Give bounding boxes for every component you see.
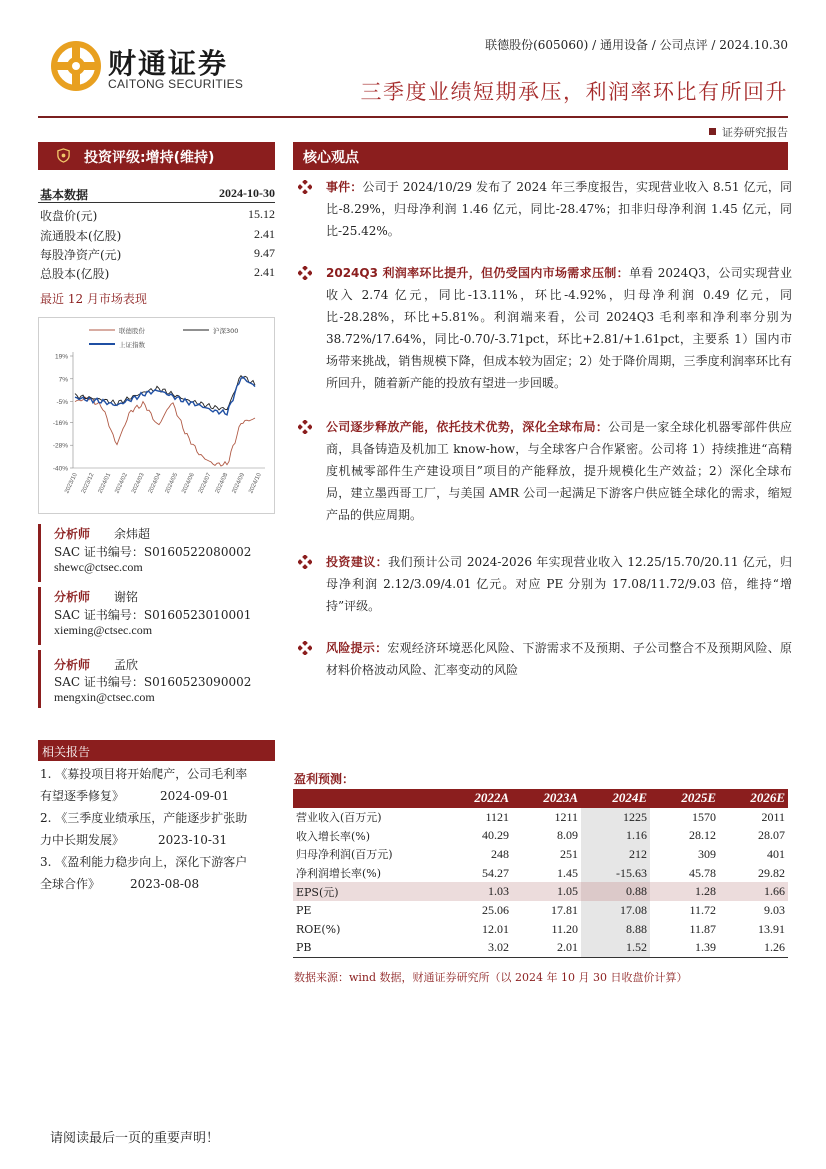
- x-tick-label: 2023/10: [64, 472, 79, 495]
- forecast-cell: 2011: [761, 809, 785, 824]
- header-meta: 联德股份(605060) / 通用设备 / 公司点评 / 2024.10.30: [485, 38, 788, 52]
- basic-data-title: 基本数据: [40, 188, 89, 202]
- forecast-col-header: 2024E: [581, 789, 650, 808]
- analyst-email[interactable]: xieming@ctsec.com: [54, 623, 153, 637]
- related-report-item[interactable]: [40, 851, 280, 895]
- x-tick-label: 2024/07: [198, 472, 213, 495]
- forecast-table: [293, 789, 788, 958]
- forecast-cell: 8.88: [581, 920, 650, 939]
- core-point-body: 单看 2024Q3，公司实现营业收入 2.74 亿元，同比-13.11%，环比-4.92%，归母净利润 0.49 亿元，同比-28.28%，环比+5.81%。利润端来看，公司 2024Q3 毛利率和净利率分别为 38.72%/17.64%，同比-0.70/-3.71pct，环比+2.81/+1.61pct，主要系 1）国内市场带来挑战，销售规模下降，但成本较为固定；2）处于降价周期，三季度利润率环比有所回升，随着新产能的投放有望进一步回暖。: [326, 266, 793, 390]
- footer-disclaimer: 请阅读最后一页的重要声明！: [50, 1131, 220, 1146]
- forecast-cell: 3.02: [443, 939, 512, 958]
- core-point: [298, 637, 792, 681]
- forecast-cell: -15.63: [581, 864, 650, 883]
- x-tick-label: 2024/06: [181, 472, 196, 495]
- related-report-title-line1: 2. 《三季度业绩承压，产能逐步扩张助: [40, 811, 248, 825]
- related-report-date: 2023-10-31: [158, 833, 228, 847]
- forecast-row-label: 收入增长率(%): [296, 829, 371, 843]
- forecast-row-label: ROE(%): [296, 922, 341, 936]
- forecast-row-label: PB: [293, 939, 443, 958]
- y-tick-label: 19%: [54, 353, 68, 361]
- forecast-cell: 25.06: [482, 902, 509, 917]
- basic-data-label: 收盘价(元): [40, 209, 98, 223]
- analyst-email[interactable]: mengxin@ctsec.com: [54, 690, 155, 704]
- caitong-logo-icon: [50, 40, 110, 92]
- forecast-cell: 1.28: [650, 882, 719, 901]
- basic-data-value: 15.12: [248, 207, 275, 221]
- analyst-sac: SAC 证书编号：S0160522080002: [54, 545, 252, 559]
- core-point-body: 宏观经济环境恶化风险、下游需求不及预期、子公司整合不及预期风险、原材料价格波动风险、汇率变动的风险: [326, 641, 792, 677]
- forecast-row-label: 净利润增长率(%): [296, 867, 382, 881]
- forecast-cell: 45.78: [689, 865, 716, 880]
- legend-label: 上证指数: [119, 341, 145, 349]
- x-tick-label: 2024/08: [214, 472, 230, 495]
- core-point-body: 我们预计公司 2024-2026 年实现营业收入 12.25/15.70/20.11 亿元，归母净利润 2.12/3.09/4.01 亿元。对应 PE 分别为 17.08/11.72/9.03 倍，维持“增持”评级。: [326, 555, 792, 613]
- basic-data-value: 9.47: [254, 246, 275, 260]
- basic-data-value: 2.41: [254, 265, 275, 279]
- shield-icon: [56, 148, 71, 163]
- forecast-cell: 1121: [485, 809, 509, 824]
- basic-data-row: [40, 246, 275, 263]
- forecast-cell: 54.27: [482, 865, 509, 880]
- related-report-title-line1: 1. 《募投项目将开始爬产，公司毛利率: [40, 767, 248, 781]
- diamond-bullet-icon: [298, 266, 312, 280]
- related-report-date: 2024-09-01: [160, 789, 230, 803]
- data-source: 数据来源：wind 数据，财通证券研究所（以 2024 年 10 月 30 日收盘价计算）: [294, 971, 688, 984]
- forecast-col-header: [293, 789, 443, 808]
- forecast-cell: 17.81: [551, 902, 578, 917]
- forecast-col-header: 2022A: [443, 789, 512, 808]
- forecast-cell: 11.72: [689, 902, 716, 917]
- forecast-cell: 1.45: [557, 865, 578, 880]
- analyst-name: 余炜超: [114, 527, 151, 541]
- analyst-email[interactable]: shewc@ctsec.com: [54, 560, 143, 574]
- logo-text-cn: 财通证券: [108, 47, 229, 80]
- analyst-marker: [38, 650, 41, 708]
- forecast-row: [293, 845, 788, 864]
- square-bullet-icon: [709, 128, 716, 135]
- forecast-cell: 2.01: [512, 939, 581, 958]
- related-reports-header: 相关报告: [38, 740, 275, 761]
- analyst-name: 孟欣: [114, 658, 139, 672]
- related-report-title-line2: 力中长期发展》: [40, 833, 125, 847]
- report-type-label: 证券研究报告: [722, 126, 788, 139]
- forecast-row-label: 归母净利润(百万元): [296, 848, 393, 862]
- basic-data-row: [40, 227, 275, 244]
- forecast-cell: 17.08: [581, 901, 650, 920]
- forecast-cell: 12.01: [482, 921, 509, 936]
- core-point-body: 公司于 2024/10/29 发布了 2024 年三季度报告，实现营业收入 8.51 亿元，同比-8.29%，归母净利润 1.46 亿元，同比-28.47%；扣非归母净利润 1.45 亿元，同比-25.42%。: [326, 180, 792, 238]
- analyst-label: 分析师: [54, 527, 91, 541]
- core-point-head: 公司逐步释放产能，依托技术优势，深化全球布局：: [326, 420, 609, 434]
- core-point: [298, 416, 792, 526]
- forecast-cell: 1225: [581, 808, 650, 827]
- forecast-cell: 9.03: [764, 902, 785, 917]
- forecast-header-row: [293, 789, 788, 808]
- x-tick-label: 2024/10: [248, 472, 263, 495]
- basic-data-label: 每股净资产(元): [40, 248, 122, 262]
- forecast-cell: 0.88: [581, 882, 650, 901]
- forecast-cell: 1.26: [719, 939, 788, 958]
- forecast-cell: 1.05: [512, 882, 581, 901]
- forecast-cell: 1.66: [719, 882, 788, 901]
- x-tick-label: 2024/04: [147, 472, 163, 495]
- core-point: [298, 551, 792, 617]
- forecast-cell: 309: [698, 846, 716, 861]
- y-tick-label: -5%: [56, 399, 68, 407]
- legend-label: 沪深300: [213, 327, 239, 335]
- core-point-body: 公司是一家全球化机器零部件供应商，具备铸造及机加工 know-how，与全球客户合作紧密。公司将 1）持续推进“高精度机械零部件生产建设项目”项目的产能释放，提升规模化生产效益；2）深化全球布局，建立墨西哥工厂，与美国 AMR 公司一起满足下游客户供应链全球化的需求，缩短产品的供应周期。: [326, 420, 792, 522]
- analyst-sac: SAC 证书编号：S0160523010001: [54, 608, 252, 622]
- basic-data-date: 2024-10-30: [219, 186, 275, 200]
- forecast-row: [293, 864, 788, 883]
- forecast-col-header: 2026E: [719, 789, 788, 808]
- diamond-bullet-icon: [298, 555, 312, 569]
- forecast-cell: 212: [581, 845, 650, 864]
- forecast-row: [293, 939, 788, 958]
- forecast-cell: 248: [491, 846, 509, 861]
- forecast-row-label: EPS(元): [293, 882, 443, 901]
- y-tick-label: -40%: [52, 465, 68, 473]
- forecast-cell: 1211: [554, 809, 578, 824]
- header-divider: [38, 116, 788, 118]
- forecast-table-body: [293, 808, 788, 958]
- rating-banner: 投资评级:增持(维持): [38, 142, 275, 170]
- forecast-cell: 11.20: [551, 921, 578, 936]
- forecast-cell: 13.91: [758, 921, 785, 936]
- diamond-bullet-icon: [298, 420, 312, 434]
- forecast-title: 盈利预测：: [294, 772, 355, 786]
- core-point: [298, 262, 792, 394]
- forecast-col-header: 2025E: [650, 789, 719, 808]
- report-title: 三季度业绩短期承压，利润率环比有所回升: [360, 80, 788, 104]
- forecast-cell: 1570: [692, 809, 716, 824]
- market-chart-svg: [39, 318, 274, 513]
- basic-data-value: 2.41: [254, 227, 275, 241]
- market-chart: [38, 317, 275, 514]
- core-point: [298, 176, 792, 242]
- related-report-date: 2023-08-08: [130, 877, 200, 891]
- basic-data-row: [40, 207, 275, 224]
- analyst-marker: [38, 524, 41, 582]
- x-tick-label: 2023/12: [80, 472, 96, 495]
- core-point-head: 投资建议：: [326, 555, 389, 569]
- y-tick-label: -16%: [52, 419, 68, 427]
- forecast-cell: 1.16: [581, 826, 650, 845]
- basic-data-row: [40, 265, 275, 282]
- related-report-item[interactable]: [40, 807, 280, 851]
- related-report-item[interactable]: [40, 763, 280, 807]
- x-tick-label: 2024/09: [231, 472, 247, 495]
- forecast-cell: 40.29: [482, 828, 509, 843]
- related-report-title-line2: 全球合作》: [40, 877, 101, 891]
- core-point-head: 事件：: [326, 180, 363, 194]
- market-performance-label: 最近 12 月市场表现: [40, 292, 147, 306]
- basic-data-label: 流通股本(亿股): [40, 229, 122, 243]
- analyst-label: 分析师: [54, 590, 91, 604]
- forecast-cell: 11.87: [689, 921, 716, 936]
- x-tick-label: 2024/02: [114, 472, 129, 495]
- related-report-title-line2: 有望逐季修复》: [40, 789, 125, 803]
- analyst-sac: SAC 证书编号：S0160523090002: [54, 675, 252, 689]
- forecast-cell: 1.03: [443, 882, 512, 901]
- forecast-cell: 251: [560, 846, 578, 861]
- basic-data-label: 总股本(亿股): [40, 267, 110, 281]
- y-tick-label: 7%: [58, 376, 68, 384]
- core-views-header: 核心观点: [293, 142, 788, 170]
- forecast-cell: 401: [767, 846, 785, 861]
- forecast-row: [293, 826, 788, 845]
- report-type: [709, 124, 788, 140]
- forecast-row: [293, 882, 788, 901]
- forecast-row: [293, 920, 788, 939]
- related-report-title-line1: 3. 《盈利能力稳步向上，深化下游客户: [40, 855, 248, 869]
- forecast-row: [293, 808, 788, 827]
- forecast-cell: 8.09: [557, 828, 578, 843]
- legend-label: 联德股份: [119, 327, 145, 335]
- logo-text-en: CAITONG SECURITIES: [108, 77, 244, 91]
- analyst-name: 谢铭: [114, 590, 139, 604]
- forecast-row-label: PE: [296, 903, 312, 917]
- forecast-cell: 28.07: [758, 828, 785, 843]
- core-point-head: 风险提示：: [326, 641, 388, 655]
- x-tick-label: 2024/01: [97, 472, 113, 495]
- forecast-cell: 1.39: [650, 939, 719, 958]
- forecast-cell: 28.12: [689, 828, 716, 843]
- analyst-marker: [38, 587, 41, 645]
- x-tick-label: 2024/05: [164, 472, 180, 495]
- core-point-head: 2024Q3 利润率环比提升，但仍受国内市场需求压制：: [326, 266, 629, 280]
- forecast-col-header: 2023A: [512, 789, 581, 808]
- forecast-cell: 29.82: [758, 865, 785, 880]
- y-tick-label: -28%: [52, 442, 68, 450]
- x-tick-label: 2024/03: [131, 472, 146, 495]
- forecast-row-label: 营业收入(百万元): [296, 811, 382, 825]
- forecast-cell: 1.52: [581, 939, 650, 958]
- basic-data-divider: [38, 202, 275, 203]
- analyst-label: 分析师: [54, 658, 91, 672]
- forecast-row: [293, 901, 788, 920]
- diamond-bullet-icon: [298, 180, 312, 194]
- diamond-bullet-icon: [298, 641, 312, 655]
